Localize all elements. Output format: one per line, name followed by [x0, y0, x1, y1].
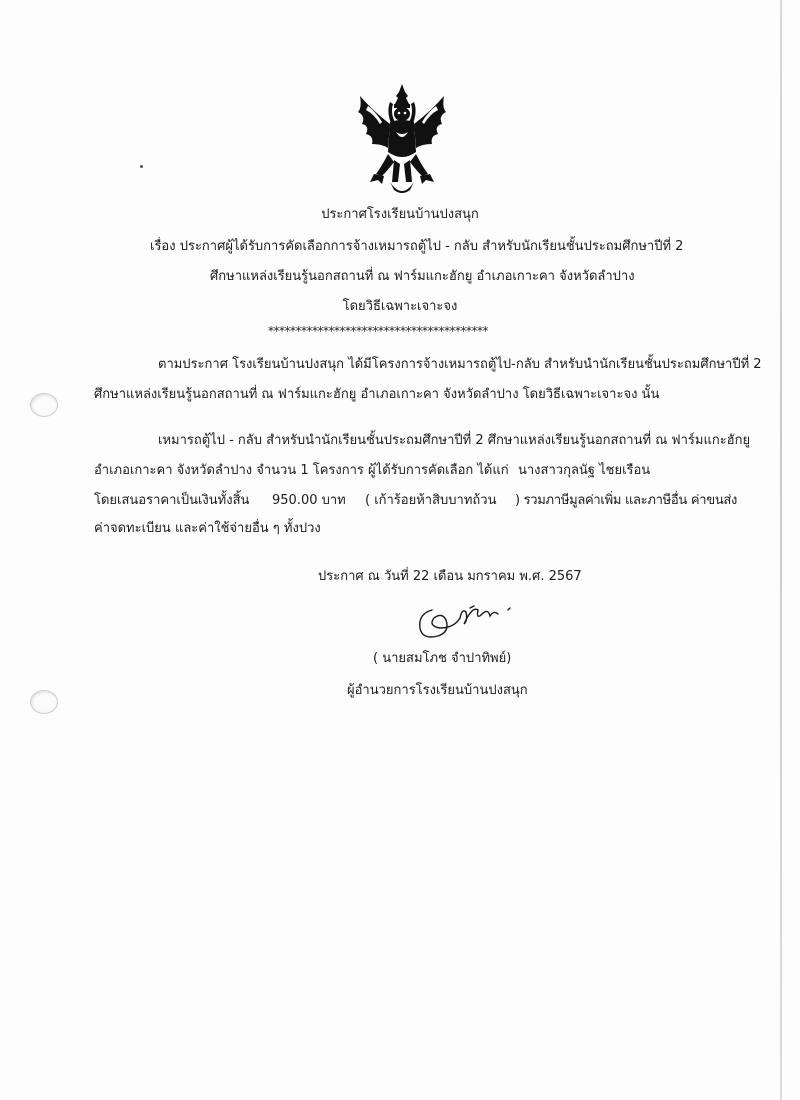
price-amount: 950.00 บาท: [272, 493, 346, 508]
paragraph-2-line-2: อำเภอเกาะคา จังหวัดลำปาง จำนวน 1 โครงการ ผู้ได้รับการคัดเลือก ได้แก่: [94, 463, 509, 478]
paragraph-1-line-1: ตามประกาศ โรงเรียนบ้านปงสนุก ได้มีโครงการจ้างเหมารถตู้ไป-กลับ สำหรับนำนักเรียนชั้นประถมศึกษาปีที่ 2: [158, 357, 762, 372]
scan-edge: [780, 0, 782, 1100]
punch-hole-top: [30, 393, 58, 417]
location-line: ศึกษาแหล่งเรียนรู้นอกสถานที่ ณ ฟาร์มแกะฮักยู อำเภอเกาะคา จังหวัดลำปาง: [210, 269, 635, 284]
announce-date: ประกาศ ณ วันที่ 22 เดือน มกราคม พ.ศ. 2567: [318, 569, 582, 584]
separator-asterisks: ****************************************: [268, 324, 488, 338]
signer-name: ( นายสมโภช จำปาทิพย์): [373, 651, 512, 666]
price-prefix: โดยเสนอราคาเป็นเงินทั้งสิ้น: [94, 493, 250, 508]
price-suffix: ) รวมภาษีมูลค่าเพิ่ม และภาษีอื่น ค่าขนส่ง: [515, 493, 738, 508]
scan-speck: [140, 165, 143, 168]
paragraph-2-line-4: ค่าจดทะเบียน และค่าใช้จ่ายอื่น ๆ ทั้งปวง: [94, 521, 321, 536]
handwritten-signature: [410, 596, 525, 646]
subject-line: เรื่อง ประกาศผู้ได้รับการคัดเลือกการจ้างเหมารถตู้ไป - กลับ สำหรับนักเรียนชั้นประถมศึกษาปีที่ 2: [150, 239, 684, 254]
price-words: ( เก้าร้อยห้าสิบบาทถ้วน: [365, 493, 497, 508]
school-announcement-heading: ประกาศโรงเรียนบ้านปงสนุก: [321, 207, 479, 222]
winner-name: นางสาวกุลนัฐ ไชยเรือน: [518, 463, 651, 478]
paragraph-1-line-2: ศึกษาแหล่งเรียนรู้นอกสถานที่ ณ ฟาร์มแกะฮักยู อำเภอเกาะคา จังหวัดลำปาง โดยวิธีเฉพาะเจาะจง นั้น: [94, 387, 660, 402]
method-line: โดยวิธีเฉพาะเจาะจง: [342, 299, 458, 314]
paragraph-2-line-1: เหมารถตู้ไป - กลับ สำหรับนำนักเรียนชั้นประถมศึกษาปีที่ 2 ศึกษาแหล่งเรียนรู้นอกสถานที่ ณ ฟาร์มแกะฮักยู: [158, 433, 751, 448]
garuda-emblem-icon: [352, 82, 452, 202]
punch-hole-bottom: [30, 690, 58, 714]
signer-title: ผู้อำนวยการโรงเรียนบ้านปงสนุก: [347, 683, 528, 698]
